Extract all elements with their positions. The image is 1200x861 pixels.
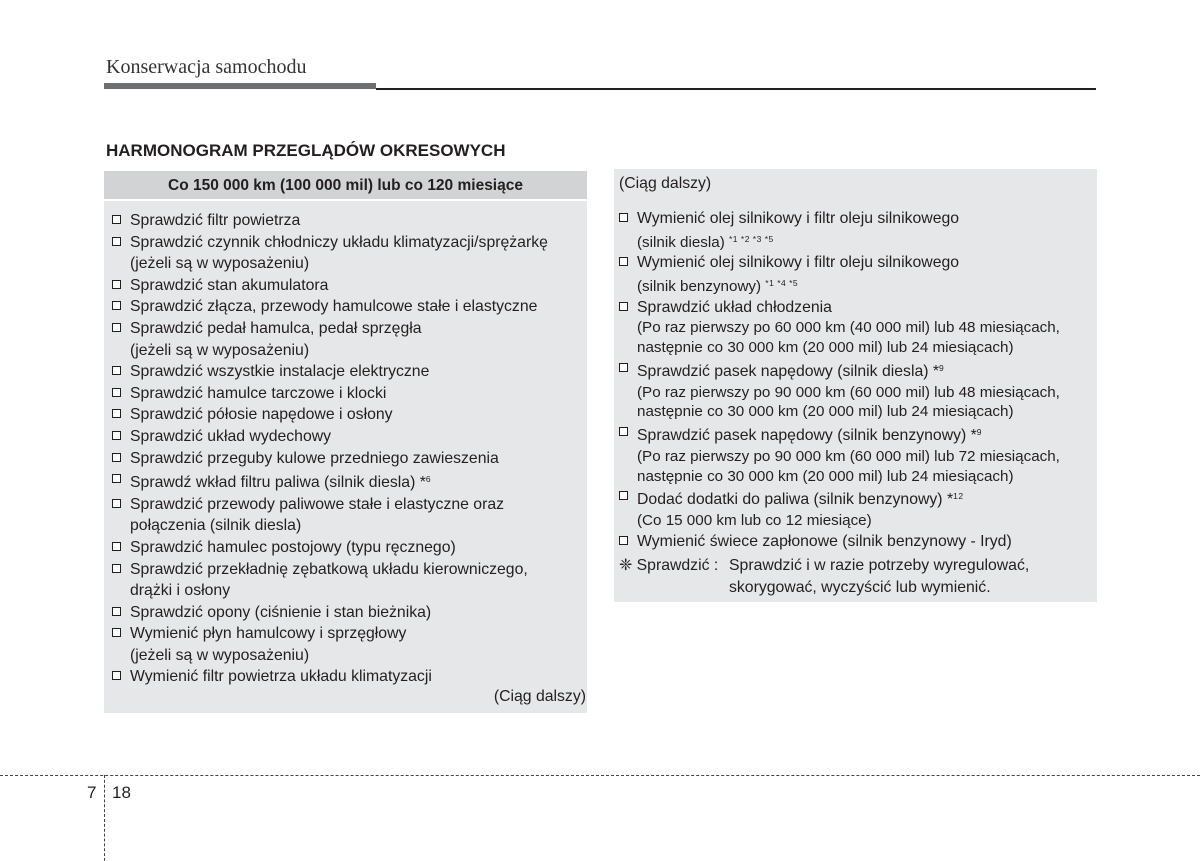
- item-subtext: [637, 230, 1095, 253]
- item-text: Dodać dodatki do paliwa (silnik benzynowy) *: [637, 491, 954, 509]
- item-subtext: [637, 511, 1095, 531]
- item-subtext-line2: następnie co 30 000 km (20 000 mil) lub 24 miesiącach): [637, 339, 1014, 357]
- item-subtext: [130, 515, 582, 537]
- item-text: Wymienić olej silnikowy i filtr oleju silnikowego: [637, 254, 960, 272]
- checklist-item: [619, 358, 1095, 422]
- checkbox-icon: [112, 671, 121, 680]
- checkbox-icon: [112, 366, 121, 375]
- checkbox-icon: [619, 213, 628, 222]
- item-text: Wymienić świece zapłonowe (silnik benzynowy - Iryd): [637, 532, 1012, 550]
- checklist-item: [112, 448, 582, 470]
- item-text: Wymienić filtr powietrza układu klimatyzacji: [130, 668, 432, 686]
- item-text: Sprawdzić czynnik chłodniczy układu klimatyzacji/sprężarkę: [130, 233, 548, 251]
- item-subtext-line2: następnie co 30 000 km (20 000 mil) lub 24 miesiącach): [637, 403, 1014, 421]
- item-text: Sprawdzić filtr powietrza: [130, 212, 301, 229]
- item-text: Sprawdzić hamulce tarczowe i klocki: [130, 384, 387, 402]
- item-subtext-line: (silnik benzynowy): [637, 277, 766, 295]
- item-text: Sprawdzić układ chłodzenia: [637, 298, 832, 316]
- item-text: Sprawdzić pedał hamulca, pedał sprzęgła: [130, 319, 422, 337]
- item-subtext: [637, 274, 1095, 297]
- item-text: Sprawdzić układ wydechowy: [130, 427, 332, 445]
- item-subtext-line: (jeżeli są w wyposażeniu): [130, 255, 310, 273]
- checklist-item: [112, 275, 582, 297]
- item-subtext: [130, 645, 582, 667]
- note-label: ❈ Sprawdzić :: [619, 557, 719, 574]
- checkbox-icon: [112, 388, 121, 397]
- header-rule-thick: [104, 83, 376, 89]
- checklist-item: [112, 666, 582, 688]
- item-text: Sprawdzić półosie napędowe i osłony: [130, 406, 393, 424]
- item-subtext: [637, 318, 1095, 338]
- page-number: 18: [112, 783, 131, 802]
- checkbox-icon: [619, 427, 628, 436]
- item-text: Sprawdzić wszystkie instalacje elektryczne: [130, 363, 430, 381]
- footnote-ref: 6: [425, 474, 432, 485]
- item-subtext-line: (Po raz pierwszy po 90 000 km (60 000 mil) lub 48 miesiącach,: [637, 383, 1060, 401]
- checkbox-icon: [619, 363, 628, 372]
- checkbox-icon: [619, 302, 628, 311]
- footnote-ref: *1 *4 *5: [765, 277, 799, 288]
- item-text: Sprawdzić przewody paliwowe stałe i elastyczne oraz: [130, 495, 505, 513]
- checklist-item: [112, 318, 582, 361]
- checklist-item: [619, 531, 1095, 553]
- right-checklist: [619, 208, 1095, 552]
- right-continued: (Ciąg dalszy): [619, 175, 712, 192]
- checkbox-icon: [112, 280, 121, 289]
- checklist-item: [112, 210, 582, 232]
- item-text: Sprawdzić pasek napędowy (silnik benzynowy) *: [637, 427, 977, 445]
- checkbox-icon: [112, 301, 121, 310]
- checkbox-icon: [112, 474, 121, 483]
- checklist-item: [619, 252, 1095, 296]
- checklist-item: [112, 232, 582, 275]
- note-text-line2: skorygować, wyczyścić lub wymienić.: [729, 578, 991, 596]
- item-subtext-line: (jeżeli są w wyposażeniu): [130, 341, 310, 359]
- checklist-item: [619, 486, 1095, 530]
- header-rule-thin: [376, 88, 1096, 90]
- checkbox-icon: [619, 491, 628, 500]
- checkbox-icon: [112, 607, 121, 616]
- checklist-item: [112, 296, 582, 318]
- checklist-item: [112, 602, 582, 624]
- item-subtext-line: (Po raz pierwszy po 60 000 km (40 000 mil) lub 48 miesiącach,: [637, 319, 1060, 337]
- footer-vertical-divider: [104, 775, 105, 861]
- item-text: Sprawdzić opony (ciśnienie i stan bieżnika): [130, 603, 432, 621]
- footnote-ref: 9: [976, 427, 983, 438]
- section-title: HARMONOGRAM PRZEGLĄDÓW OKRESOWYCH: [106, 141, 506, 160]
- item-subtext: [637, 447, 1095, 467]
- left-checklist: [112, 210, 582, 688]
- checklist-item: [112, 623, 582, 666]
- header-title: Konserwacja samochodu: [106, 56, 307, 78]
- item-subtext-line: (silnik diesla): [637, 233, 729, 251]
- checkbox-icon: [112, 215, 121, 224]
- footer-divider: [0, 775, 1200, 776]
- checkbox-icon: [112, 628, 121, 637]
- checkbox-icon: [619, 257, 628, 266]
- checkbox-icon: [112, 453, 121, 462]
- item-subtext-line: (jeżeli są w wyposażeniu): [130, 646, 310, 664]
- checkbox-icon: [112, 542, 121, 551]
- checklist-item: [112, 361, 582, 383]
- chapter-number: 7: [87, 783, 97, 802]
- item-subtext-line2: następnie co 30 000 km (20 000 mil) lub 24 miesiącach): [637, 467, 1014, 485]
- footnote-ref: *1 *2 *3 *5: [729, 233, 774, 244]
- left-panel-heading: Co 150 000 km (100 000 mil) lub co 120 miesiące: [104, 171, 587, 201]
- left-continued: (Ciąg dalszy): [493, 688, 586, 705]
- checkbox-icon: [112, 237, 121, 246]
- checkbox-icon: [112, 499, 121, 508]
- item-text: Sprawdzić pasek napędowy (silnik diesla) *: [637, 362, 940, 380]
- checkbox-icon: [112, 564, 121, 573]
- item-subtext: [130, 340, 582, 362]
- checkbox-icon: [619, 536, 628, 545]
- item-text: Wymienić olej silnikowy i filtr oleju silnikowego: [637, 210, 960, 227]
- item-text: Sprawdzić przeguby kulowe przedniego zawieszenia: [130, 449, 499, 467]
- checklist-item: [619, 208, 1095, 252]
- footnote-ref: 9: [939, 362, 945, 373]
- checklist-item: [112, 559, 582, 602]
- item-text: Sprawdzić hamulec postojowy (typu ręcznego): [130, 538, 456, 556]
- item-subtext: [130, 253, 582, 275]
- item-subtext: [130, 580, 582, 602]
- checklist-item: [619, 422, 1095, 486]
- item-text: Sprawdzić stan akumulatora: [130, 276, 329, 294]
- item-text: Wymienić płyn hamulcowy i sprzęgłowy: [130, 625, 407, 643]
- checkbox-icon: [112, 323, 121, 332]
- item-subtext-line: drążki i osłony: [130, 582, 231, 600]
- footnote-ref: 12: [953, 491, 964, 502]
- note-text: Sprawdzić i w razie potrzeby wyregulować,: [729, 557, 1030, 574]
- item-subtext-line: połączenia (silnik diesla): [130, 517, 302, 535]
- checkbox-icon: [112, 431, 121, 440]
- item-subtext-line: (Po raz pierwszy po 90 000 km (60 000 mil) lub 72 miesiącach,: [637, 447, 1060, 465]
- checklist-item: [112, 494, 582, 537]
- item-text: Sprawdź wkład filtru paliwa (silnik diesla) *: [130, 474, 426, 492]
- checklist-item: [112, 426, 582, 448]
- item-text: Sprawdzić przekładnię zębatkową układu kierowniczego,: [130, 560, 528, 578]
- item-subtext-line: (Co 15 000 km lub co 12 miesiące): [637, 511, 872, 529]
- checklist-item: [112, 537, 582, 559]
- checkbox-icon: [112, 409, 121, 418]
- item-text: Sprawdzić złącza, przewody hamulcowe stałe i elastyczne: [130, 298, 538, 316]
- checklist-item: [112, 404, 582, 426]
- checklist-item: [112, 469, 582, 494]
- checklist-item: [619, 297, 1095, 358]
- checklist-item: [112, 383, 582, 405]
- item-subtext: [637, 383, 1095, 403]
